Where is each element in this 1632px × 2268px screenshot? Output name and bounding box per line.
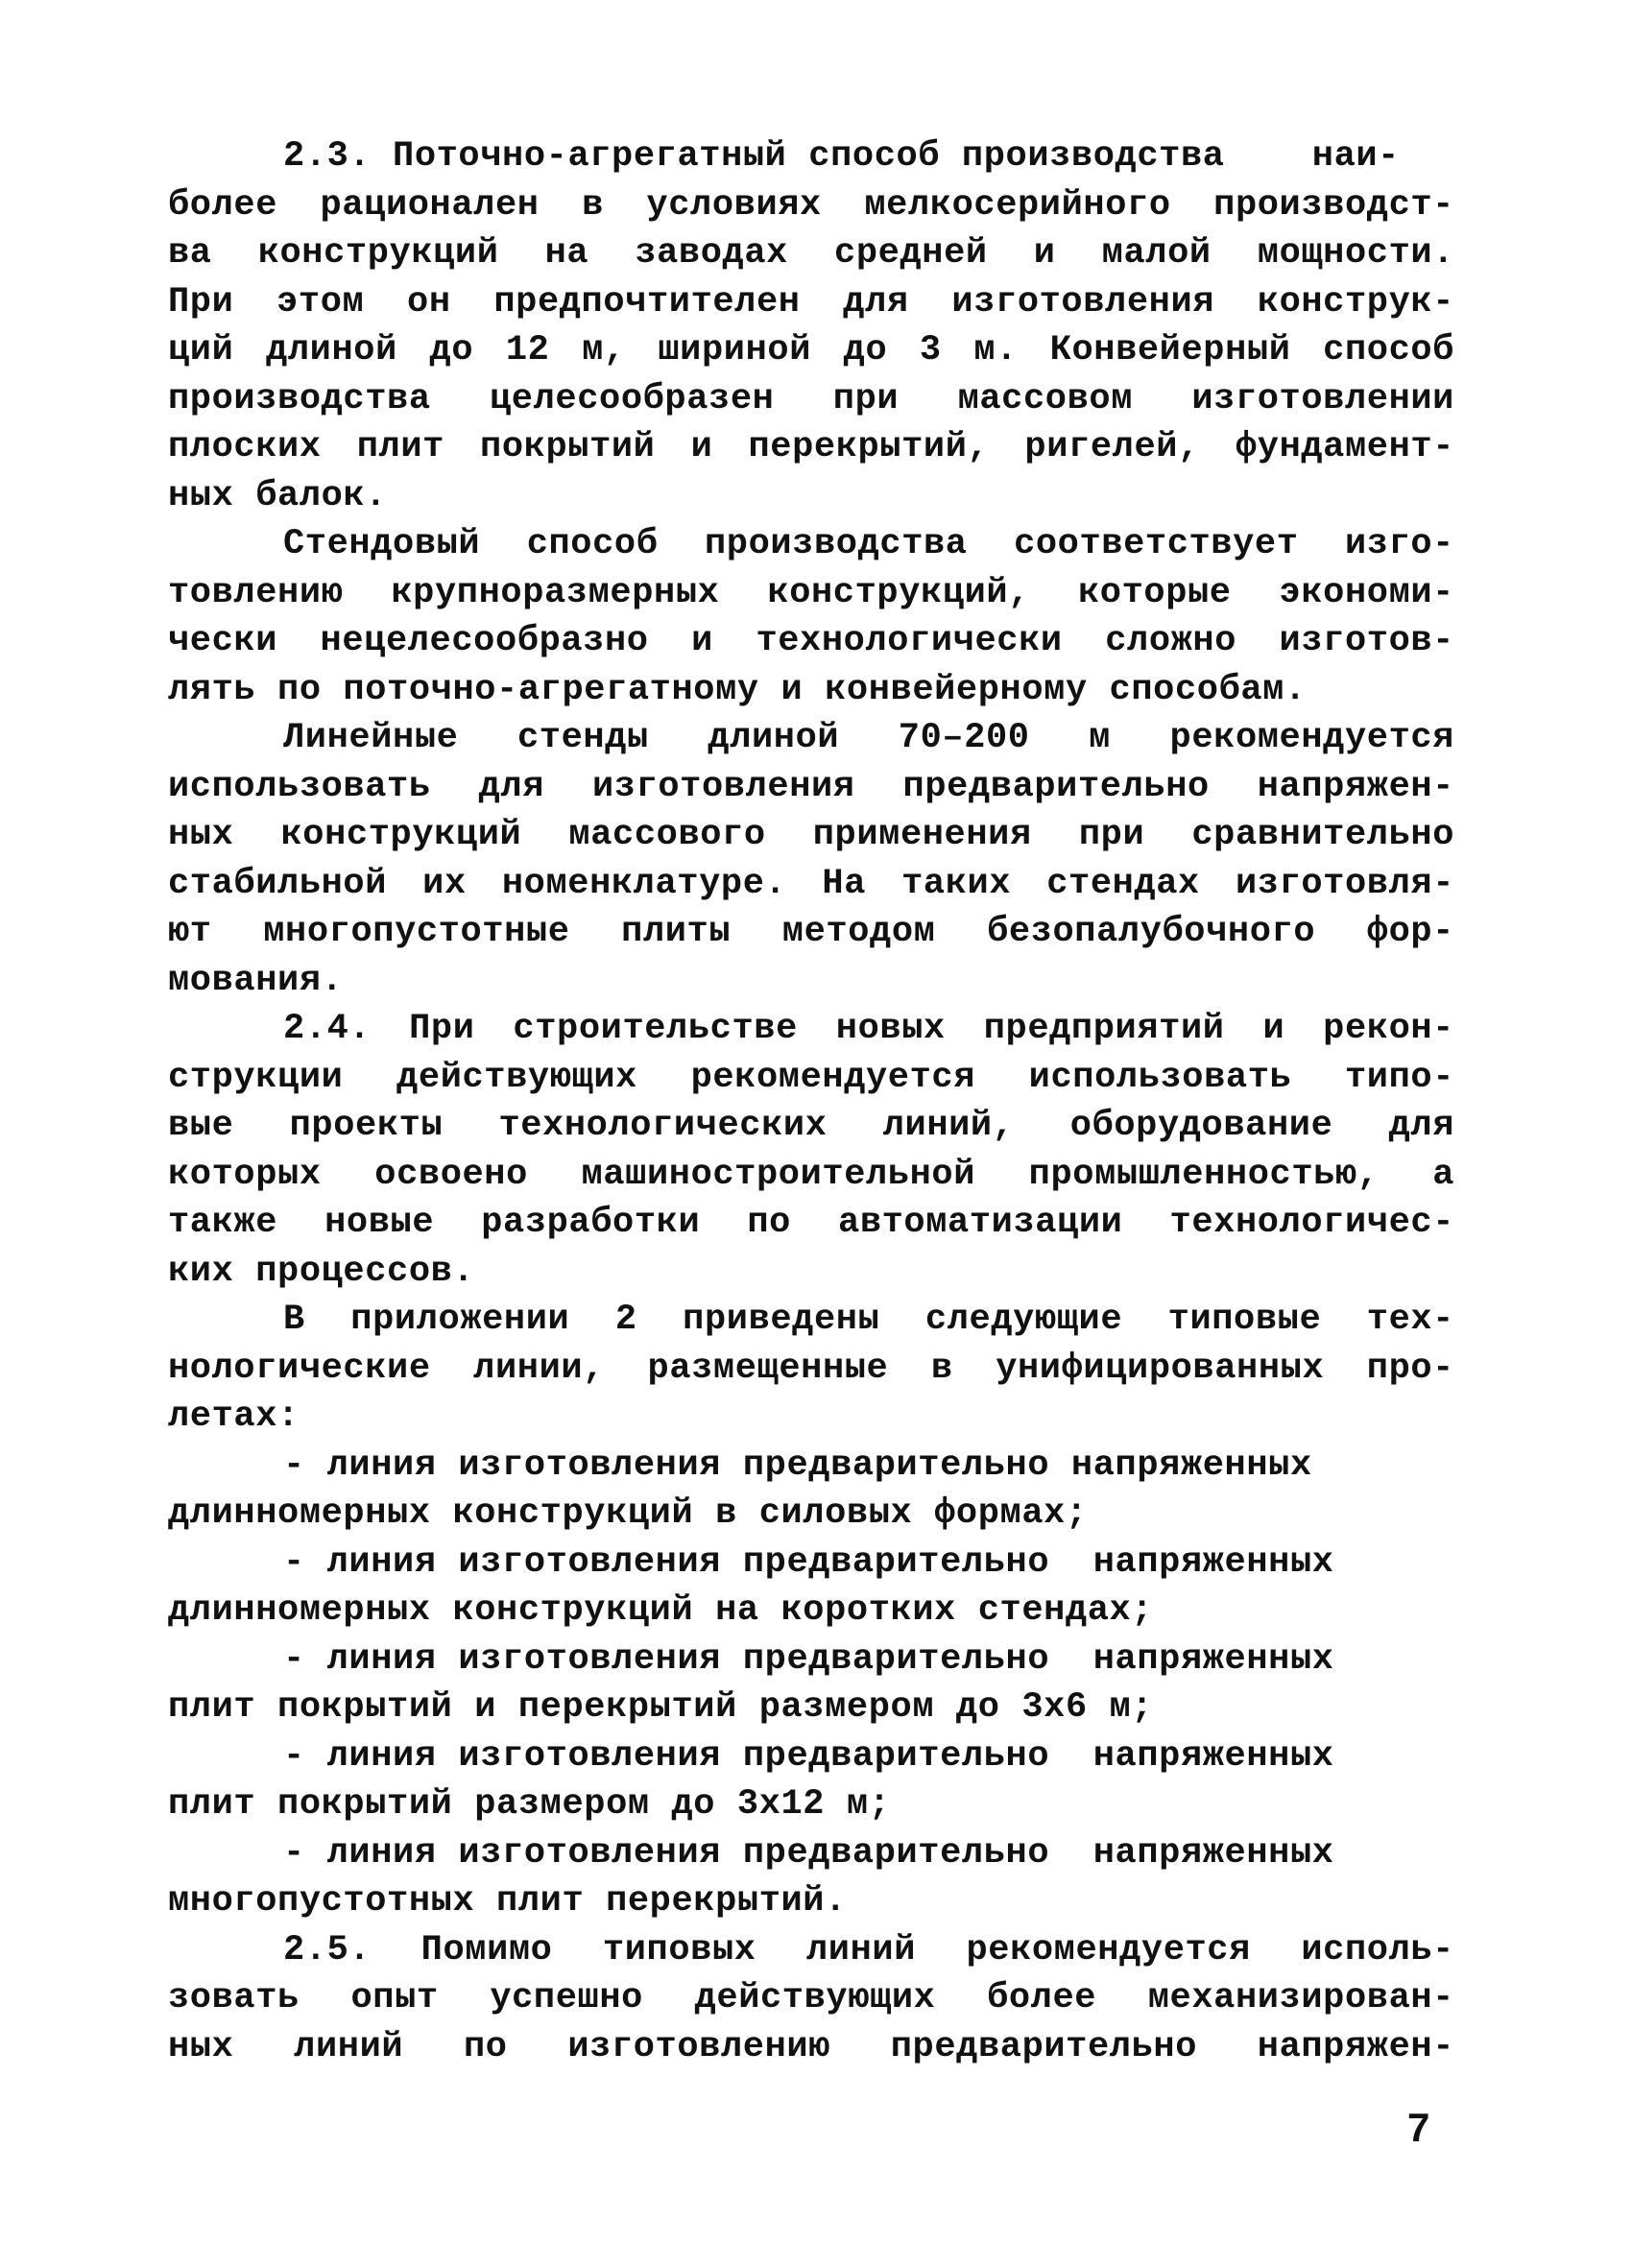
text-line: использовать для изготовления предварительно напряжен-	[168, 766, 1454, 807]
text-line: чески нецелесообразно и технологически сложно изготов-	[168, 621, 1454, 661]
text-line: товлению крупноразмерных конструкций, которые экономи-	[168, 572, 1454, 613]
text-line: ких процессов.	[168, 1251, 475, 1292]
text-line: 2.3. Поточно-агрегатный способ производства наи-	[283, 136, 1400, 177]
text-line: Стендовый способ производства соответствует изго-	[283, 524, 1454, 564]
text-line: - линия изготовления предварительно напряженных	[283, 1735, 1334, 1777]
text-line: также новые разработки по автоматизации технологичес-	[168, 1203, 1454, 1243]
text-line: струкции действующих рекомендуется использовать типо-	[168, 1057, 1454, 1098]
text-line: - линия изготовления предварительно напряженных	[283, 1541, 1334, 1583]
text-line: стабильной их номенклатуре. На таких стендах изготовля-	[168, 863, 1454, 904]
text-line: ных линий по изготовлению предварительно напряжен-	[168, 2026, 1454, 2067]
text-line: - линия изготовления предварительно напряженных	[283, 1444, 1312, 1486]
text-line: 2.4. При строительстве новых предприятий и рекон-	[283, 1009, 1454, 1049]
text-line: - линия изготовления предварительно напряженных	[283, 1832, 1334, 1874]
text-line: лять по поточно-агрегатному и конвейерному способам.	[168, 669, 1307, 710]
text-line: летах:	[168, 1397, 300, 1437]
text-line: многопустотных плит перекрытий.	[168, 1881, 847, 1922]
text-line: нологические линии, размещенные в унифицированных про-	[168, 1348, 1454, 1389]
text-line: вые проекты технологических линий, оборудование для	[168, 1106, 1454, 1146]
text-line: Линейные стенды длиной 70–200 м рекомендуется	[283, 718, 1454, 758]
text-line: длинномерных конструкций в силовых формах;	[168, 1493, 1088, 1534]
text-line: - линия изготовления предварительно напряженных	[283, 1638, 1334, 1680]
text-line: мования.	[168, 960, 344, 1001]
text-line: плоских плит покрытий и перекрытий, ригелей, фундамент-	[168, 427, 1454, 467]
text-line: ций длиной до 12 м, шириной до 3 м. Конвейерный способ	[168, 330, 1454, 370]
text-line: плит покрытий и перекрытий размером до 3х6 м;	[168, 1687, 1154, 1728]
text-line: ют многопустотные плиты методом безопалубочного фор-	[168, 912, 1454, 952]
text-line: зовать опыт успешно действующих более механизирован-	[168, 1978, 1454, 2018]
document-body	[168, 132, 1454, 2071]
text-line: длинномерных конструкций на коротких стендах;	[168, 1590, 1154, 1631]
text-line: плит покрытий размером до 3х12 м;	[168, 1784, 891, 1825]
text-line: производства целесообразен при массовом изготовлении	[168, 378, 1454, 419]
text-line: более рационален в условиях мелкосерийного производст-	[168, 184, 1454, 226]
text-line: ных конструкций массового применения при сравнительно	[168, 815, 1454, 855]
text-line: В приложении 2 приведены следующие типовые тех-	[283, 1300, 1454, 1340]
text-line: 2.5. Помимо типовых линий рекомендуется исполь-	[283, 1929, 1454, 1970]
text-line: которых освоено машиностроительной промышленностью, а	[168, 1154, 1454, 1195]
page-number: 7	[1407, 2105, 1430, 2150]
text-line: ва конструкций на заводах средней и малой мощности.	[168, 233, 1454, 274]
text-line: При этом он предпочтителен для изготовления конструк-	[168, 281, 1454, 322]
text-line: ных балок.	[168, 475, 388, 516]
